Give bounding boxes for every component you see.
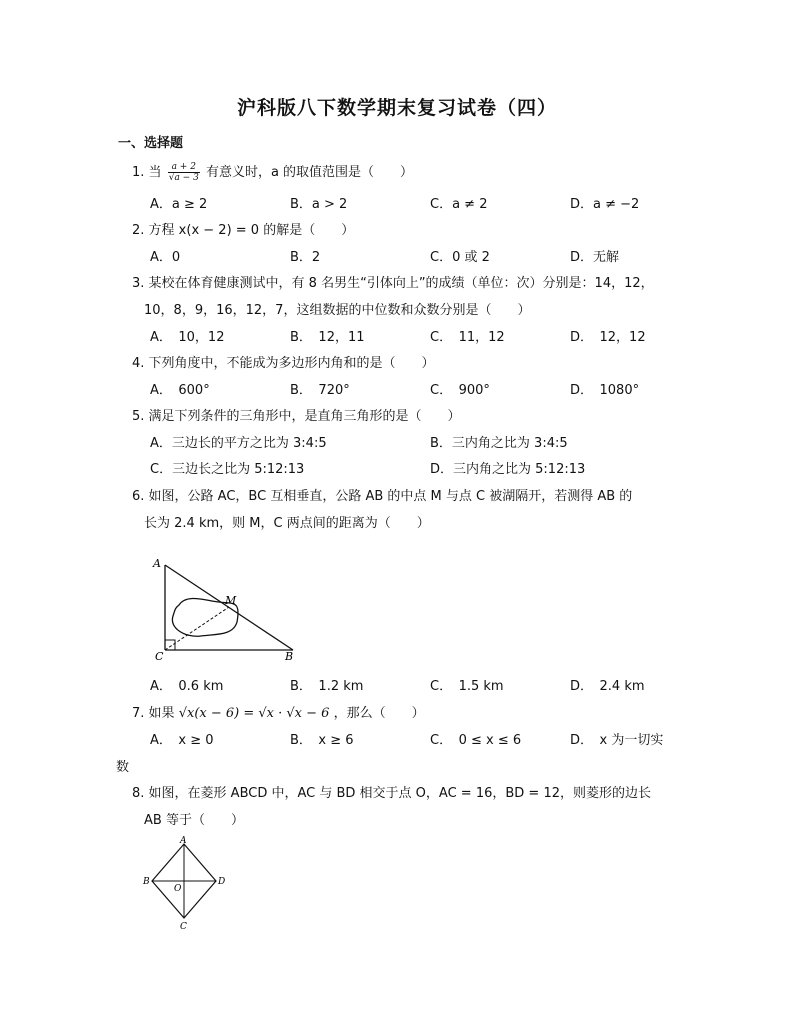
- question-4: [132, 352, 435, 371]
- question-5: [132, 405, 461, 424]
- question-number: 1.: [132, 165, 145, 180]
- question-1: [132, 161, 413, 183]
- fraction-numerator: a + 2: [168, 162, 200, 173]
- option-c[interactable]: C． 900°: [430, 383, 490, 398]
- question-3: [132, 272, 654, 291]
- question-text: 如果: [148, 706, 175, 721]
- option-a[interactable]: A． 0.6 km: [150, 679, 224, 694]
- label-c: C: [155, 650, 164, 663]
- label-c: C: [180, 922, 187, 932]
- option-c[interactable]: C． 0 ≤ x ≤ 6: [430, 733, 522, 748]
- option-d[interactable]: D．a ≠ −2: [570, 197, 640, 212]
- option-b[interactable]: B．2: [290, 250, 321, 265]
- question-text-continued: 长为 2.4 km，则 M，C 两点间的距离为（ ）: [144, 516, 430, 531]
- question-text: 如图，公路 AC，BC 互相垂直，公路 AB 的中点 M 与点 C 被湖隔开，若测得 AB 的: [148, 489, 633, 504]
- question-2: [132, 219, 354, 238]
- label-o: O: [174, 884, 182, 894]
- segment-cm-dashed: [165, 607, 229, 650]
- question-text: ，那么（ ）: [333, 706, 425, 721]
- option-b[interactable]: B．a > 2: [290, 197, 348, 212]
- option-d-wrap: 数: [116, 760, 130, 775]
- question-7: [132, 702, 425, 721]
- right-triangle-lake-figure: [145, 550, 305, 665]
- question-number: 3.: [132, 276, 145, 291]
- option-d[interactable]: D．三内角之比为 5:12:13: [430, 462, 586, 477]
- question-text: 当: [148, 165, 162, 180]
- section-heading: 一、选择题: [118, 136, 184, 151]
- question-number: 4.: [132, 356, 145, 371]
- question-text: 方程 x(x − 2) = 0 的解是（ ）: [148, 223, 355, 238]
- option-d[interactable]: D． 2.4 km: [570, 679, 645, 694]
- option-a[interactable]: A．0: [150, 250, 181, 265]
- fraction: [168, 162, 200, 183]
- question-text: 满足下列条件的三角形中，是直角三角形的是（ ）: [148, 409, 461, 424]
- question-6: [132, 485, 632, 504]
- option-a[interactable]: A． x ≥ 0: [150, 733, 214, 748]
- option-c[interactable]: C． 1.5 km: [430, 679, 504, 694]
- option-d[interactable]: D． 12，12: [570, 330, 646, 345]
- option-c[interactable]: C．a ≠ 2: [430, 197, 488, 212]
- option-c[interactable]: C．三边长之比为 5:12:13: [150, 462, 305, 477]
- label-a: A: [180, 836, 187, 846]
- option-a[interactable]: A． 10，12: [150, 330, 225, 345]
- option-d[interactable]: D． 1080°: [570, 383, 640, 398]
- option-b[interactable]: B． 720°: [290, 383, 350, 398]
- option-a[interactable]: A．三边长的平方之比为 3:4:5: [150, 436, 327, 451]
- label-m: M: [225, 594, 237, 607]
- option-b[interactable]: B． 1.2 km: [290, 679, 364, 694]
- rhombus-figure: [140, 836, 240, 932]
- option-b[interactable]: B．三内角之比为 3:4:5: [430, 436, 568, 451]
- option-b[interactable]: B． x ≥ 6: [290, 733, 354, 748]
- radical-expression: √x(x − 6) = √x · √x − 6: [178, 706, 330, 721]
- option-a[interactable]: A．a ≥ 2: [150, 197, 208, 212]
- label-b: B: [285, 650, 294, 663]
- option-c[interactable]: C．0 或 2: [430, 250, 490, 265]
- question-number: 2.: [132, 223, 145, 238]
- option-d[interactable]: D．无解: [570, 250, 620, 265]
- question-8: [132, 782, 651, 801]
- question-text: 有意义时，a 的取值范围是（ ）: [205, 165, 414, 180]
- label-b: B: [143, 877, 150, 887]
- question-text: 下列角度中，不能成为多边形内角和的是（ ）: [148, 356, 435, 371]
- page-title: 沪科版八下数学期末复习试卷（四）: [236, 97, 557, 119]
- question-text: 某校在体育健康测试中，有 8 名男生“引体向上”的成绩（单位：次）分别是：14，12，: [148, 276, 654, 291]
- question-number: 6.: [132, 489, 145, 504]
- option-c[interactable]: C． 11，12: [430, 330, 505, 345]
- question-number: 5.: [132, 409, 145, 424]
- question-number: 8.: [132, 786, 145, 801]
- label-d: D: [218, 877, 226, 887]
- question-number: 7.: [132, 706, 145, 721]
- question-text: 如图，在菱形 ABCD 中，AC 与 BD 相交于点 O，AC = 16，BD = 12，则菱形的边长: [148, 786, 651, 801]
- question-text-continued: 10，8，9，16，12，7，这组数据的中位数和众数分别是（ ）: [144, 303, 531, 318]
- option-b[interactable]: B． 12，11: [290, 330, 365, 345]
- fraction-denominator: √a − 3: [168, 173, 199, 183]
- label-a: A: [153, 557, 161, 570]
- question-text-continued: AB 等于（ ）: [144, 813, 244, 828]
- option-d[interactable]: D． x 为一切实: [570, 733, 664, 748]
- option-a[interactable]: A． 600°: [150, 383, 210, 398]
